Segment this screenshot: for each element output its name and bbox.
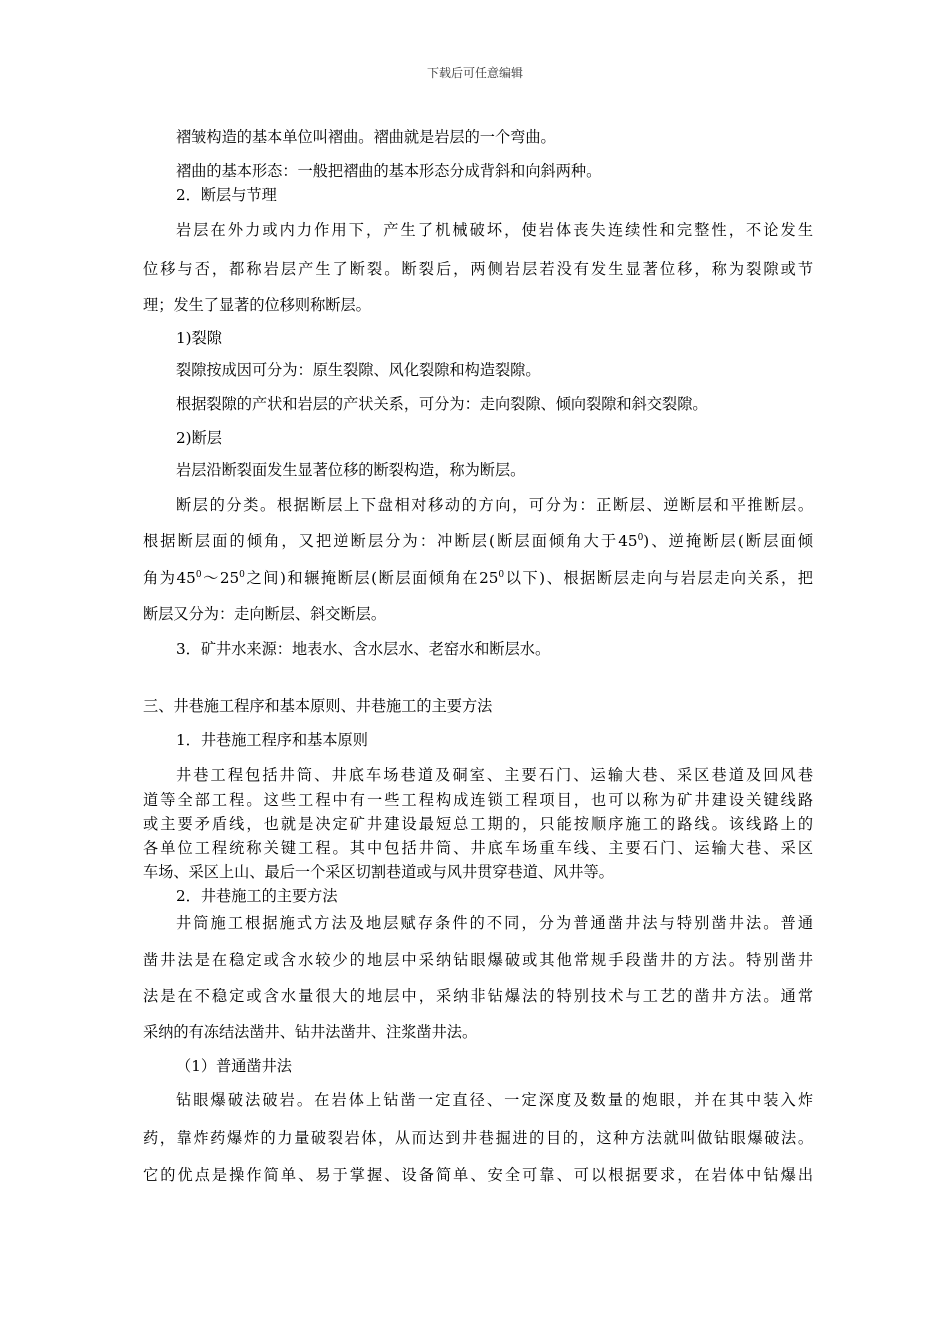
paragraph-line: 断层的分类。根据断层上下盘相对移动的方向，可分为：正断层、逆断层和平推断层。	[176, 496, 813, 514]
paragraph-line: 车场、采区上山、最后一个采区切割巷道或与风井贯穿巷道、风井等。	[143, 863, 614, 881]
paragraph-line: 凿井法是在稳定或含水较少的地层中采纳钻眼爆破或其他常规手段凿井的方法。特别凿井	[143, 951, 813, 969]
paragraph-line: 岩层沿断裂面发生显著位移的断裂构造，称为断层。	[176, 461, 526, 479]
subsection-heading: 1)裂隙	[176, 329, 222, 347]
paragraph-line: 3．矿井水来源：地表水、含水层水、老窑水和断层水。	[176, 640, 551, 658]
paragraph-line: 根据断层面的倾角，又把逆断层分为：冲断层(断层面倾角大于$45^0$)、逆掩断层(断层面倾	[143, 532, 813, 550]
paragraph-line: 各单位工程统称关键工程。其中包括井筒、井底车场重车线、主要石门、运输大巷、采区	[143, 839, 813, 857]
subsection-heading: 2)断层	[176, 429, 222, 447]
paragraph-line: 或主要矛盾线，也就是决定矿井建设最短总工期的，只能按顺序施工的路线。该线路上的	[143, 815, 813, 833]
page-header: 下载后可任意编辑	[426, 66, 523, 80]
paragraph-line: 药，靠炸药爆炸的力量破裂岩体，从而达到井巷掘进的目的，这种方法就叫做钻眼爆破法。	[143, 1129, 813, 1147]
paragraph-line: 位移与否，都称岩层产生了断裂。断裂后，两侧岩层若没有发生显著位移，称为裂隙或节	[143, 260, 813, 278]
subsection-heading: （1）普通凿井法	[176, 1057, 292, 1075]
paragraph-line: 褶皱构造的基本单位叫褶曲。褶曲就是岩层的一个弯曲。	[176, 128, 556, 146]
paragraph-line: 钻眼爆破法破岩。在岩体上钻凿一定直径、一定深度及数量的炮眼，并在其中装入炸	[176, 1091, 813, 1109]
paragraph-line: 它的优点是操作简单、易于掌握、设备简单、安全可靠、可以根据要求，在岩体中钻爆出	[143, 1166, 813, 1184]
paragraph-line: 法是在不稳定或含水量很大的地层中，采纳非钻爆法的特别技术与工艺的凿井方法。通常	[143, 987, 813, 1005]
section-heading: 1．井巷施工程序和基本原则	[176, 731, 368, 749]
paragraph-line: 根据裂隙的产状和岩层的产状关系，可分为：走向裂隙、倾向裂隙和斜交裂隙。	[176, 395, 708, 413]
paragraph-line: 岩层在外力或内力作用下，产生了机械破坏，使岩体丧失连续性和完整性，不论发生	[176, 221, 813, 239]
paragraph-line: 角为$45^0\sim 25^0$之间)和辗掩断层(断层面倾角在$25^0$以下)、根据断层走向与岩层走向关系，把	[143, 569, 813, 587]
section-heading: 2．井巷施工的主要方法	[176, 887, 338, 905]
section-heading: 2．断层与节理	[176, 186, 277, 204]
paragraph-line: 井筒施工根据施式方法及地层赋存条件的不同，分为普通凿井法与特别凿井法。普通	[176, 914, 813, 932]
paragraph-line: 理；发生了显著的位移则称断层。	[143, 296, 371, 314]
paragraph-line: 褶曲的基本形态：一般把褶曲的基本形态分成背斜和向斜两种。	[176, 162, 602, 180]
paragraph-line: 井巷工程包括井筒、井底车场巷道及硐室、主要石门、运输大巷、采区巷道及回风巷	[176, 766, 813, 784]
paragraph-line: 裂隙按成因可分为：原生裂隙、风化裂隙和构造裂隙。	[176, 361, 541, 379]
paragraph-line: 道等全部工程。这些工程中有一些工程构成连锁工程项目，也可以称为矿井建设关键线路	[143, 791, 813, 809]
chapter-heading: 三、井巷施工程序和基本原则、井巷施工的主要方法	[143, 697, 493, 715]
paragraph-line: 采纳的有冻结法凿井、钻井法凿井、注浆凿井法。	[143, 1023, 478, 1041]
paragraph-line: 断层又分为：走向断层、斜交断层。	[143, 605, 386, 623]
